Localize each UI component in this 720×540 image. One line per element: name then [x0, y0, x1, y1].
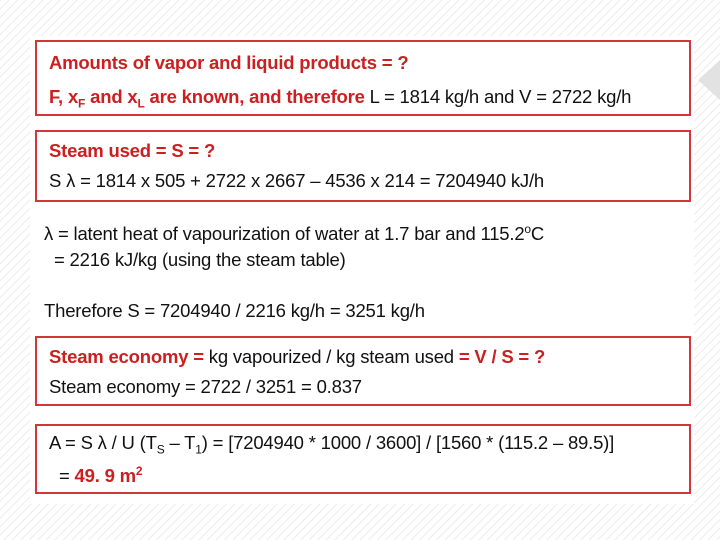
- box1-title: Amounts of vapor and liquid products = ?: [49, 52, 409, 73]
- box3-title: [49, 346, 545, 368]
- box4-eq-mid: – T: [164, 432, 196, 453]
- latent-heat-value: = 2216 kJ/kg (using the steam table): [54, 249, 346, 270]
- therefore-steam: Therefore S = 7204940 / 2216 kg/h = 3251 kg/h: [44, 300, 425, 321]
- box1-rest: are known, and therefore: [144, 86, 370, 107]
- box1-and: and: [85, 86, 128, 107]
- box-vapor-liquid: [35, 40, 691, 116]
- box-area: [35, 424, 691, 494]
- box4-sub-s: S: [156, 442, 165, 457]
- slide-arrow-decoration: [694, 60, 720, 100]
- lambda-degree: o: [524, 222, 531, 236]
- box2-title: Steam used = S = ?: [49, 140, 216, 161]
- lambda-text: λ = latent heat of vapourization of water at 1.7 bar and 115.2: [44, 223, 525, 245]
- lambda-definition: [44, 222, 544, 245]
- box3-title-red2: = V / S = ?: [458, 346, 546, 367]
- box4-equation: [49, 432, 614, 457]
- box4-eq-a: A = S λ / U (T: [49, 432, 157, 453]
- box-steam-economy: [35, 336, 691, 406]
- slide-content-panel: [30, 36, 694, 504]
- box4-result-eq: =: [59, 465, 75, 487]
- box-steam-used: [35, 130, 691, 202]
- box3-result: Steam economy = 2722 / 3251 = 0.837: [49, 376, 362, 397]
- box1-x2: x: [127, 86, 138, 107]
- box1-result: L = 1814 kg/h and V = 2722 kg/h: [369, 86, 632, 107]
- box1-sub-l: L: [137, 96, 145, 111]
- box3-title-black: kg vapourized / kg steam used: [208, 346, 459, 367]
- box4-result-val: 49. 9 m: [74, 465, 136, 487]
- box3-title-red1: Steam economy =: [49, 346, 209, 367]
- box4-result: [59, 464, 142, 487]
- box4-result-sup: 2: [135, 464, 143, 478]
- box1-x: x: [67, 86, 79, 107]
- box4-eq-rest: ) = [7204940 * 1000 / 3600] / [1560 * (115.2 – 89.5)]: [201, 432, 615, 453]
- box1-known-line: [49, 86, 631, 111]
- box1-sub-f: F: [78, 96, 86, 111]
- box2-equation: S λ = 1814 x 505 + 2722 x 2667 – 4536 x 214 = 7204940 kJ/h: [49, 170, 544, 191]
- lambda-unit: C: [530, 223, 545, 245]
- box1-f: F,: [49, 86, 63, 107]
- box4-sub-1: 1: [195, 442, 202, 457]
